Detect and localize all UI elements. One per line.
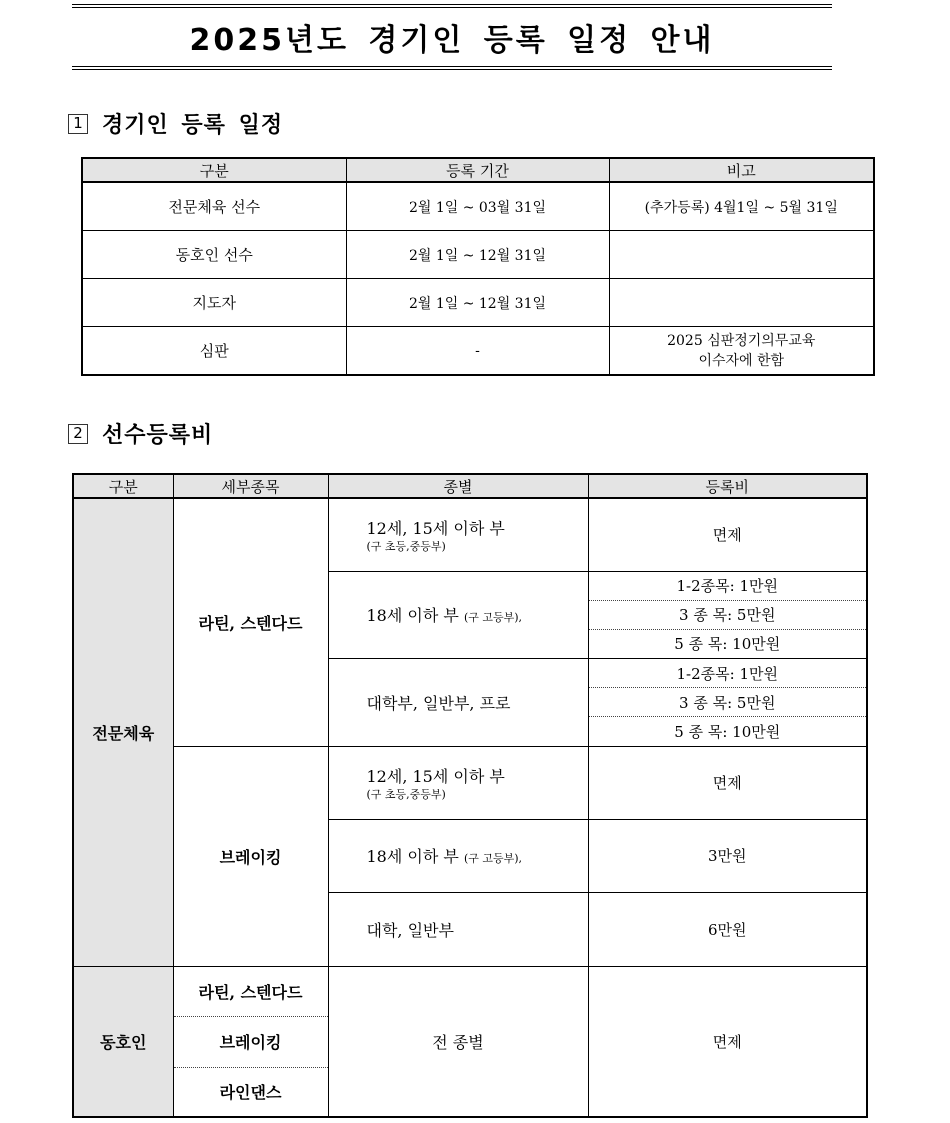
header-category: 구분 <box>73 474 173 498</box>
section-1-number: 1 <box>68 114 88 134</box>
header-period: 등록 기간 <box>346 158 609 182</box>
class-label: 12세, 15세 이하 부 <box>366 519 505 539</box>
table-row <box>82 231 874 279</box>
section-2-title: 선수등록비 <box>102 423 214 448</box>
document-title: 2025년도 경기인 등록 일정 안내 <box>189 23 715 58</box>
class-cell <box>328 658 588 746</box>
table-header-row <box>73 474 867 498</box>
row-note <box>609 327 874 376</box>
registration-schedule-table <box>81 157 875 376</box>
amateur-class: 전 종별 <box>328 966 588 1117</box>
class-cell <box>328 892 588 966</box>
class-cell <box>328 571 588 658</box>
section-1-heading <box>68 108 283 139</box>
row-note: (추가등록) 4월1일 ~ 5월 31일 <box>609 182 874 231</box>
class-sublabel: (구 고등부), <box>463 852 523 865</box>
class-sublabel: (구 초등,중등부) <box>366 788 446 801</box>
fee-tier: 5 종 목: 10만원 <box>589 716 867 745</box>
class-cell <box>328 819 588 892</box>
class-sublabel: (구 초등,중등부) <box>366 540 446 554</box>
table-row <box>82 279 874 327</box>
row-category: 심판 <box>82 327 346 376</box>
fee-stack <box>588 658 867 746</box>
table-row <box>73 498 867 571</box>
event-latin-standard: 라틴, 스텐다드 <box>173 498 328 746</box>
section-2-number: 2 <box>68 424 88 444</box>
table-row <box>82 182 874 231</box>
fee-cell: 6만원 <box>588 892 867 966</box>
category-amateur: 동호인 <box>73 966 173 1117</box>
row-category: 전문체육 선수 <box>82 182 346 231</box>
fee-tier: 3 종 목: 5만원 <box>589 600 867 629</box>
row-period: 2월 1일 ~ 12월 31일 <box>346 231 609 279</box>
class-label: 18세 이하 부 <box>366 847 459 866</box>
fee-stack <box>588 571 867 658</box>
fee-tier: 3 종 목: 5만원 <box>589 687 867 716</box>
class-label: 대학, 일반부 <box>366 920 454 940</box>
row-note <box>609 231 874 279</box>
fee-tier: 1-2종목: 1만원 <box>676 664 778 683</box>
fee-tier: 5 종 목: 10만원 <box>589 629 867 658</box>
fee-cell: 면제 <box>588 746 867 819</box>
header-category: 구분 <box>82 158 346 182</box>
header-event: 세부종목 <box>173 474 328 498</box>
fee-cell: 면제 <box>588 498 867 571</box>
row-category: 동호인 선수 <box>82 231 346 279</box>
class-label: 18세 이하 부 <box>366 606 459 625</box>
row-category: 지도자 <box>82 279 346 327</box>
row-note <box>609 279 874 327</box>
class-label: 대학부, 일반부, 프로 <box>366 693 511 713</box>
amateur-fee: 면제 <box>588 966 867 1117</box>
table-row <box>73 966 867 1016</box>
fee-tier: 1-2종목: 1만원 <box>676 577 778 595</box>
section-2-heading <box>68 418 213 449</box>
row-period: 2월 1일 ~ 03월 31일 <box>346 182 609 231</box>
amateur-event: 라인댄스 <box>173 1067 328 1117</box>
header-fee: 등록비 <box>588 474 867 498</box>
header-note: 비고 <box>609 158 874 182</box>
header-class: 종별 <box>328 474 588 498</box>
row-period: - <box>346 327 609 376</box>
event-breaking: 브레이킹 <box>173 746 328 966</box>
class-label: 12세, 15세 이하 부 <box>366 767 505 786</box>
section-1-title: 경기인 등록 일정 <box>102 113 284 138</box>
amateur-event: 브레이킹 <box>173 1016 328 1067</box>
row-period: 2월 1일 ~ 12월 31일 <box>346 279 609 327</box>
class-cell <box>328 498 588 571</box>
class-cell <box>328 746 588 819</box>
registration-fee-table <box>72 473 868 1118</box>
document-title-box <box>72 4 832 70</box>
table-row <box>73 746 867 819</box>
amateur-event: 라틴, 스텐다드 <box>173 966 328 1016</box>
category-pro: 전문체육 <box>73 498 173 966</box>
note-line-2: 이수자에 한함 <box>698 352 785 369</box>
table-row <box>82 327 874 376</box>
note-line-1: 2025 심판정기의무교육 <box>667 332 816 349</box>
class-sublabel: (구 고등부), <box>463 611 523 624</box>
fee-cell: 3만원 <box>588 819 867 892</box>
table-header-row <box>82 158 874 182</box>
